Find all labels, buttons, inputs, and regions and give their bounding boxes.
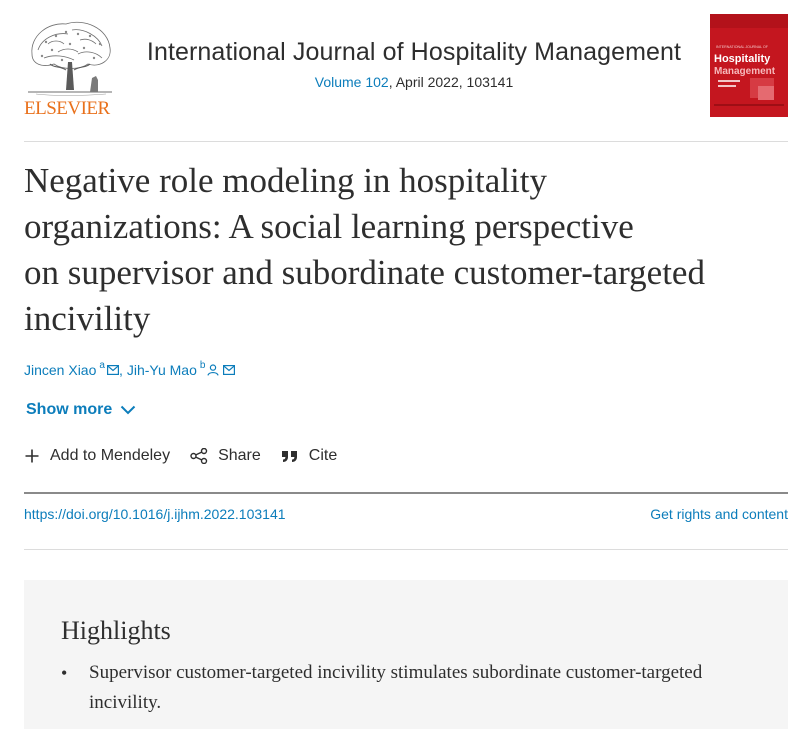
chevron-down-icon: [120, 405, 136, 415]
header-divider: [24, 141, 788, 142]
cover-artwork: [710, 14, 788, 117]
share-label: Share: [218, 447, 261, 464]
svg-text:Hospitality: Hospitality: [714, 53, 771, 65]
highlights-section: [24, 580, 788, 729]
actions-divider: [24, 492, 788, 494]
journal-title-link[interactable]: International Journal of Hospitality Management: [146, 38, 682, 66]
svg-text:Management: Management: [714, 66, 776, 77]
person-icon[interactable]: [207, 364, 219, 376]
article-title-line: Negative role modeling in hospitality: [24, 161, 547, 200]
cite-label: Cite: [308, 447, 338, 464]
author-affiliation-marker: a: [99, 359, 105, 371]
journal-header: [0, 0, 800, 141]
journal-issue-info: [128, 74, 700, 90]
cite-button[interactable]: [281, 447, 337, 465]
article-title-line: on supervisor and subordinate customer-targeted: [24, 253, 705, 292]
share-button[interactable]: [190, 447, 261, 465]
elsevier-wordmark: ELSEVIER: [24, 98, 110, 119]
add-to-mendeley-button[interactable]: [24, 447, 170, 465]
author-list: [24, 359, 235, 378]
show-more-label: Show more: [26, 401, 113, 418]
mail-icon[interactable]: [223, 365, 235, 375]
issue-details: , April 2022, 103141: [388, 74, 514, 90]
mail-icon[interactable]: [107, 365, 119, 375]
highlight-item: • Supervisor customer-targeted incivility stimulates subordinate customer-targeted incivility.: [61, 658, 709, 718]
doi-divider: [24, 549, 788, 550]
highlights-heading: Highlights: [61, 616, 171, 645]
article-actions-bar: [24, 447, 357, 465]
author-link[interactable]: Jih-Yu Mao: [126, 362, 197, 378]
rights-and-content-link[interactable]: Get rights and content: [650, 506, 788, 522]
journal-info-block: [128, 38, 700, 90]
plus-icon: [24, 448, 40, 464]
highlights-list: [61, 658, 709, 718]
cover-header-text: INTERNATIONAL JOURNAL OF: [716, 45, 768, 49]
quote-icon: [281, 449, 299, 463]
article-title: [24, 158, 794, 342]
author-link[interactable]: Jincen Xiao: [24, 362, 97, 378]
journal-cover-image[interactable]: [710, 14, 788, 117]
volume-link[interactable]: Volume 102: [314, 74, 389, 90]
doi-link[interactable]: https://doi.org/10.1016/j.ijhm.2022.103141: [24, 506, 286, 522]
share-icon: [190, 448, 208, 464]
add-to-mendeley-label: Add to Mendeley: [50, 447, 171, 464]
author-affiliation-marker: b: [199, 359, 206, 371]
show-more-button[interactable]: [26, 401, 136, 419]
article-title-line: incivility: [24, 299, 151, 338]
article-title-line: organizations: A social learning perspective: [24, 207, 634, 246]
author-separator: ,: [118, 362, 123, 378]
